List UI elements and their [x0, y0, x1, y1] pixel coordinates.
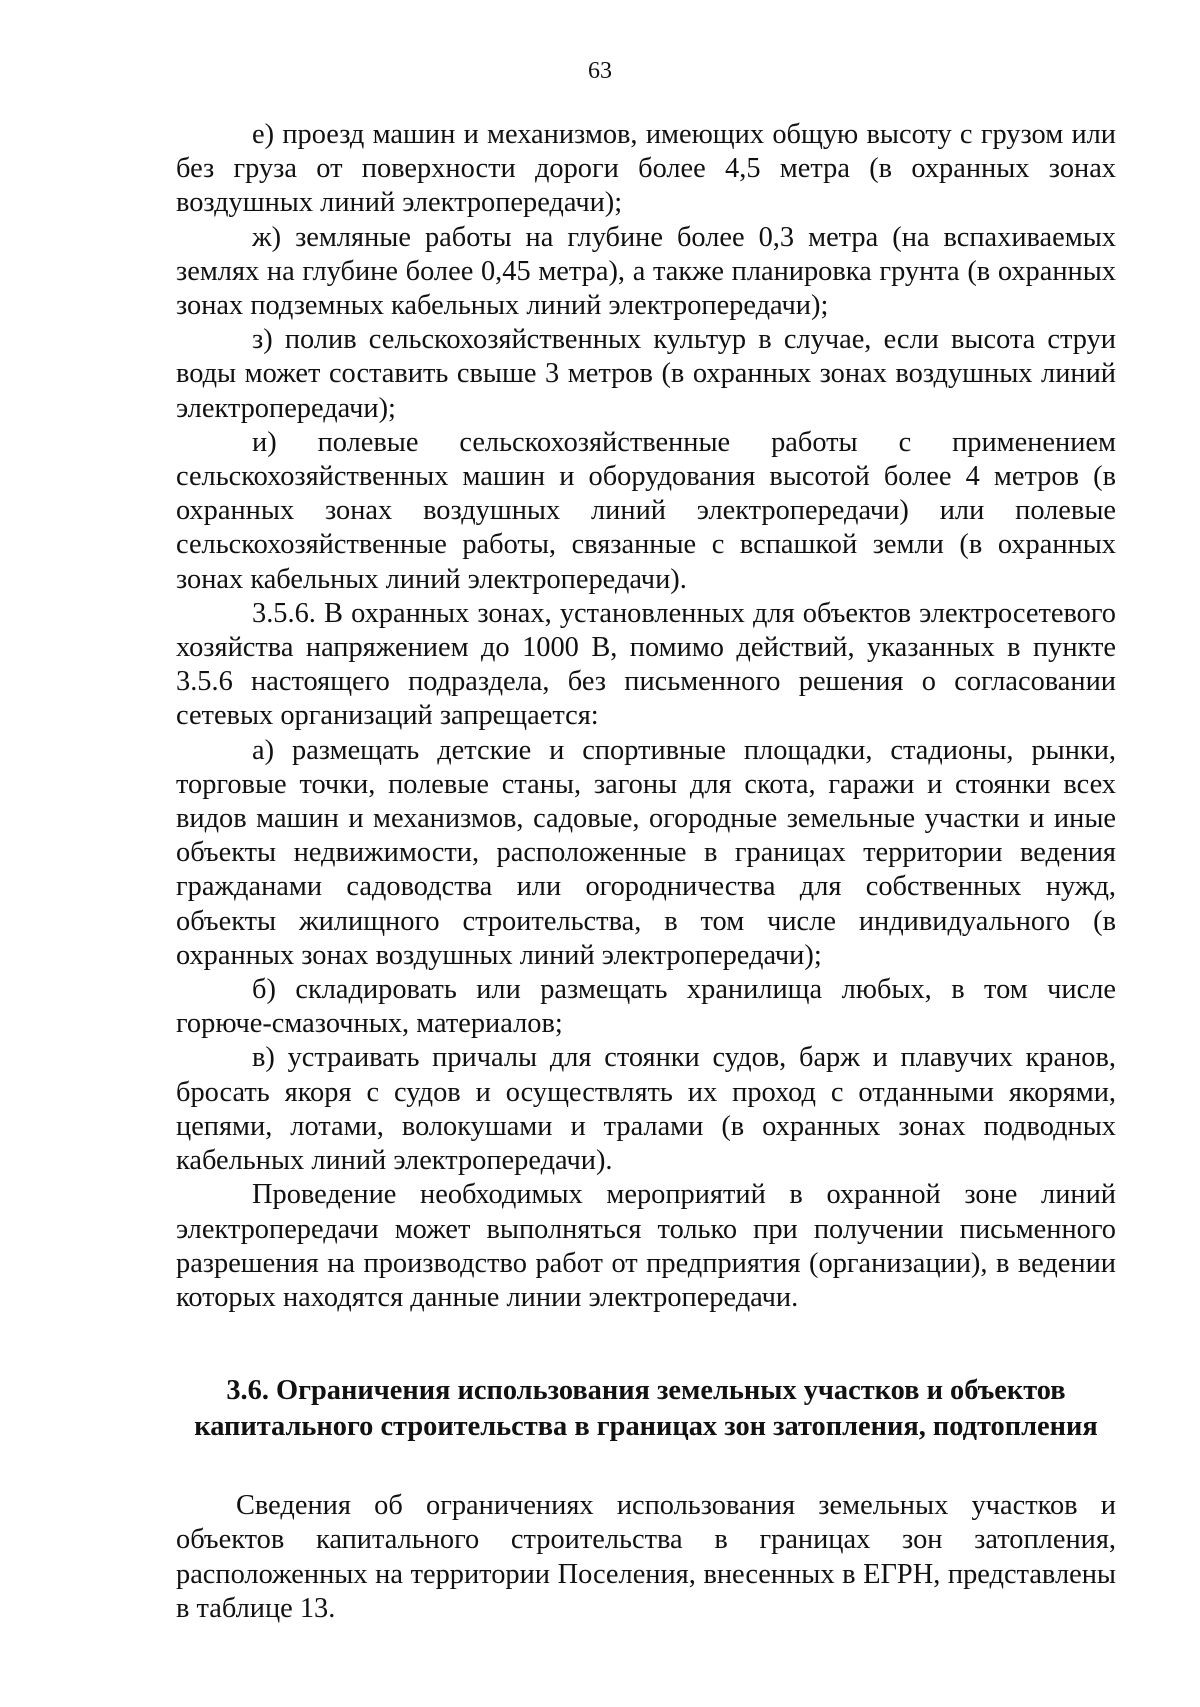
- paragraph-conducting-works: Проведение необходимых мероприятий в охранной зоне линий электропередачи может выполняться только при получении письменного разрешения на производство работ от предприятия (организации), в ведении которых находятся данные линии электропередачи.: [176, 1179, 1116, 1313]
- paragraph-v: в) устраивать причалы для стоянки судов, барж и плавучих кранов, бросать якоря с судов и осуществлять их проход с отданными якорями, цепями, лотами, волокушами и тралами (в охранных зонах подводных кабельных линий электропередачи).: [176, 1042, 1116, 1177]
- paragraph-b: б) складировать или размещать хранилища любых, в том числе горюче-смазочных, материалов;: [176, 974, 1116, 1040]
- document-body: [176, 118, 1116, 1626]
- paragraph-a: а) размещать детские и спортивные площадки, стадионы, рынки, торговые точки, полевые станы, загоны для скота, гаражи и стоянки всех видов машин и механизмов, садовые, огородные земельные участки и иные объекты недвижимости, расположенные в границах территории ведения гражданами садоводства или огородничества для собственных нужд, объекты жилищного строительства, в том числе индивидуального (в охранных зонах воздушных линий электропередачи);: [176, 734, 1116, 971]
- paragraph-z: з) полив сельскохозяйственных культур в случае, если высота струи воды может составить свыше 3 метров (в охранных зонах воздушных линий электропередачи);: [176, 324, 1116, 424]
- paragraph-i: и) полевые сельскохозяйственные работы с применением сельскохозяйственных машин и оборудования высотой более 4 метров (в охранных зонах воздушных линий электропередачи) или полевые сельскохозяйственные работы, связанные с вспашкой земли (в охранных зонах кабельных линий электропередачи).: [176, 426, 1116, 595]
- section-heading-line-1: 3.6. Ограничения использования земельных участков и объектов: [226, 1375, 1066, 1407]
- paragraph-3-5-6: 3.5.6. В охранных зонах, установленных для объектов электросетевого хозяйства напряжением до 1000 В, помимо действий, указанных в пункте 3.5.6 настоящего подраздела, без письменного решения о согласовании сетевых организаций запрещается:: [176, 597, 1116, 732]
- paragraph-e: е) проезд машин и механизмов, имеющих общую высоту с грузом или без груза от поверхности дороги более 4,5 метра (в охранных зонах воздушных линий электропередачи);: [176, 119, 1116, 219]
- section-heading-line-2: капитального строительства в границах зон затопления, подтопления: [194, 1411, 1098, 1443]
- paragraph-flood-zones-info: Сведения об ограничениях использования земельных участков и объектов капитального строительства в границах зон затопления, расположенных на территории Поселения, внесенных в ЕГРН, представлены в таблице 13.: [176, 1490, 1116, 1624]
- section-heading-3-6: [176, 1373, 1116, 1445]
- paragraph-zh: ж) земляные работы на глубине более 0,3 метра (на вспахиваемых землях на глубине более 0,45 метра), а также планировка грунта (в охранных зонах подземных кабельных линий электропередачи);: [176, 221, 1116, 322]
- page-number: 63: [588, 58, 612, 84]
